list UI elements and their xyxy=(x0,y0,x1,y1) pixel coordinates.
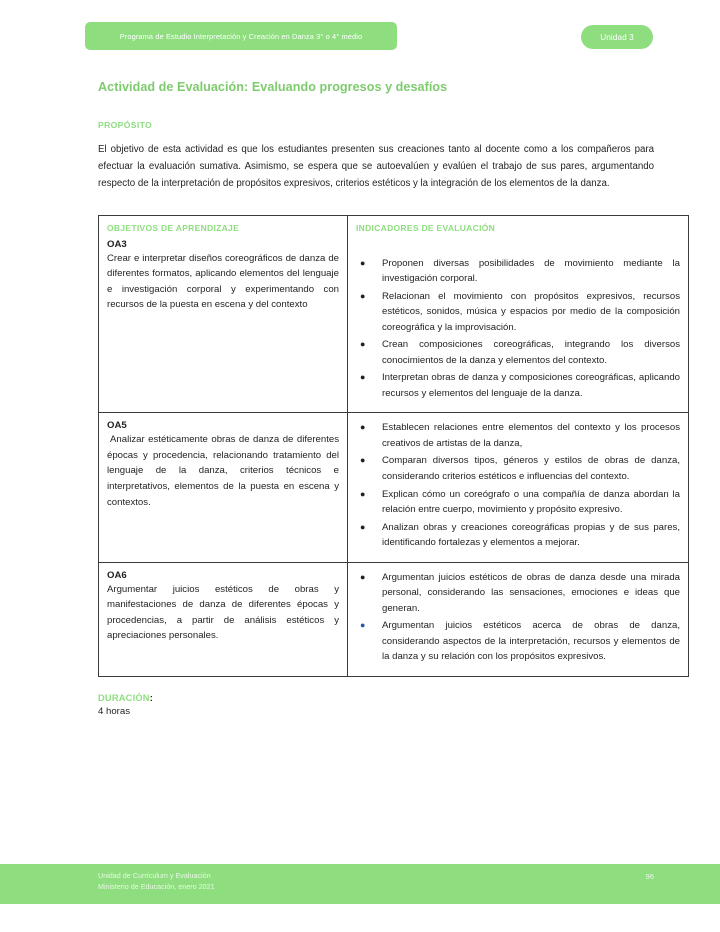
page-title: Actividad de Evaluación: Evaluando progresos y desafíos xyxy=(98,80,448,94)
list-item xyxy=(356,618,680,665)
indicator-text: Argumentan juicios estéticos de obras de danza desde una mirada personal, considerando las sensaciones, emociones e ideas que generan. xyxy=(382,571,680,614)
indicator-text: Analizan obras y creaciones coreográficas propias y de sus pares, identificando fortalezas y elementos a mejorar. xyxy=(382,521,680,549)
list-item xyxy=(356,453,680,484)
table-row xyxy=(99,215,689,413)
list-item xyxy=(356,370,680,401)
bullet-icon: ● xyxy=(360,339,366,350)
indicator-text: Proponen diversas posibilidades de movimiento mediante la investigación corporal. xyxy=(382,257,680,285)
bullet-icon: ● xyxy=(360,372,366,383)
indicators-cell-oa5 xyxy=(348,413,689,562)
page-number: 96 xyxy=(645,872,654,881)
unit-badge xyxy=(581,25,653,49)
list-item xyxy=(356,289,680,336)
oa-code: OA3 xyxy=(107,238,127,250)
list-item xyxy=(356,420,680,451)
duration-label xyxy=(98,693,654,703)
duration-colon: : xyxy=(149,692,153,703)
bullet-icon: ● xyxy=(360,257,366,268)
indicator-text: Argumentan juicios estéticos acerca de obras de danza, considerando aspectos de la interpretación, recursos y elementos de la danza y su relación con los propósitos expresivos. xyxy=(382,620,680,663)
unit-badge-label: Unidad 3 xyxy=(600,32,634,42)
duration-label-text: DURACIÓN xyxy=(98,692,150,703)
program-title-text: Programa de Estudio Interpretación y Creación en Danza 3° o 4° medio xyxy=(119,31,363,41)
oa-description: Argumentar juicios estéticos de obras y manifestaciones de danza de diferentes épocas y procedencias, a partir de análisis estéticos y apreciaciones personales. xyxy=(107,583,339,642)
list-item xyxy=(356,487,680,518)
footer-credit xyxy=(98,871,215,893)
list-item xyxy=(356,570,680,617)
table-row xyxy=(99,562,689,676)
column-header-objectives: OBJETIVOS DE APRENDIZAJE xyxy=(107,222,240,233)
bullet-icon: ● xyxy=(360,290,366,301)
program-title-banner xyxy=(85,22,397,50)
oa-description: Crear e interpretar diseños coreográficos de danza de diferentes formatos, aplicando elementos del lenguaje e investigación corporal y experimentando con recursos de la puesta en escena y del contexto xyxy=(107,252,339,311)
bullet-icon: ● xyxy=(360,488,366,499)
footer-line-2: Ministerio de Educación, enero 2021 xyxy=(98,881,215,891)
indicator-text: Comparan diversos tipos, géneros y estilos de obras de danza, considerando criterios estéticos e influencias del contexto. xyxy=(382,455,680,482)
list-item xyxy=(356,337,680,368)
footer-line-1: Unidad de Currículum y Evaluación xyxy=(98,871,211,880)
indicator-list-oa5 xyxy=(356,420,680,550)
indicator-text: Establecen relaciones entre elementos del contexto y los procesos creativos de artistas de la danza, xyxy=(382,422,680,449)
oa-code: OA5 xyxy=(107,420,127,432)
indicator-list-oa6 xyxy=(356,570,680,665)
page-footer xyxy=(0,864,720,904)
oa-code: OA6 xyxy=(107,569,127,581)
list-item xyxy=(356,256,680,287)
duration-section xyxy=(98,693,654,717)
table-row xyxy=(99,413,689,562)
indicator-text: Relacionan el movimiento con propósitos expresivos, recursos estéticos, sonidos, música y espacios por medio de la composición coreográfica y la improvisación. xyxy=(382,290,680,333)
page-header xyxy=(0,0,720,62)
indicator-text: Crean composiciones coreográficas, integrando los diversos conocimientos de la danza y elementos del contexto. xyxy=(382,339,680,366)
oa-description: Analizar estéticamente obras de danza de diferentes épocas y procedencia, relacionando tratamiento del lenguaje de la danza, criterios técnicos e interpretativos, elementos de la puesta en escena y contextos. xyxy=(107,434,339,508)
list-item xyxy=(356,520,680,551)
purpose-section-label: PROPÓSITO xyxy=(98,120,153,130)
bullet-icon: ● xyxy=(360,571,366,582)
objectives-cell-oa5 xyxy=(99,413,348,562)
indicator-list-oa3 xyxy=(356,256,680,402)
objectives-indicators-table xyxy=(98,215,689,677)
bullet-icon: ● xyxy=(360,455,366,466)
objectives-cell-oa3 xyxy=(99,215,348,413)
purpose-paragraph: El objetivo de esta actividad es que los estudiantes presenten sus creaciones tanto al docente como a los compañeros para efectuar la evaluación sumativa. Asimismo, se espera que se autoevalúen y evalúen el trabajo de sus pares, argumentando respecto de la interpretación de propósitos expresivos, criterios estéticos y la integración de los elementos de la danza. xyxy=(98,144,654,189)
header-spacer xyxy=(356,239,680,256)
bullet-icon: ● xyxy=(360,422,366,433)
indicators-cell-oa3 xyxy=(348,215,689,413)
bullet-icon: ● xyxy=(360,620,366,631)
duration-value: 4 horas xyxy=(98,705,130,717)
indicator-text: Interpretan obras de danza y composiciones coreográficas, aplicando recursos y elementos del lenguaje de la danza. xyxy=(382,372,680,399)
objectives-cell-oa6 xyxy=(99,562,348,676)
bullet-icon: ● xyxy=(360,521,366,532)
document-body xyxy=(98,80,680,717)
column-header-indicators: INDICADORES DE EVALUACIÓN xyxy=(356,222,496,233)
indicator-text: Explican cómo un coreógrafo o una compañía de danza abordan la relación entre cuerpo, movimiento y propósito expresivo. xyxy=(382,488,680,516)
indicators-cell-oa6 xyxy=(348,562,689,676)
